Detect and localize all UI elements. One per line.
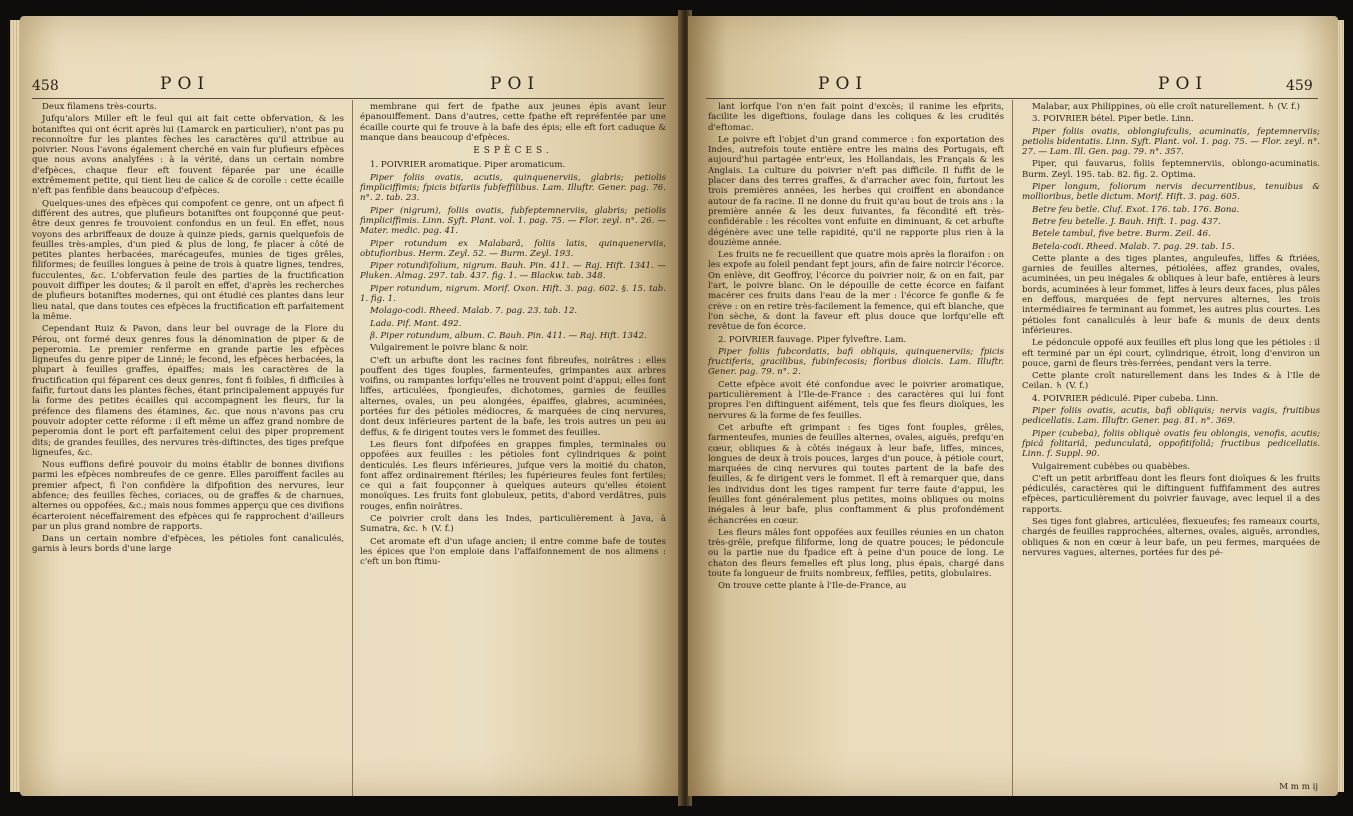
paragraph: Piper foliis ovatis, acutis, bafi obliquis; nervis vagis, fruitibus pedicellatis. Lam. Illuftr. Gener. pag. 81. n°. 369. <box>1022 406 1320 427</box>
left-page <box>20 16 682 796</box>
paragraph: Molago-codi. Rheed. Malab. 7. pag. 23. tab. 12. <box>370 306 578 317</box>
right-page <box>688 16 1338 796</box>
paragraph: Betre feu betelle. J. Bauh. Hift. 1. pag. 437. <box>1032 216 1221 227</box>
paragraph: 3. POIVRIER bétel. Piper betle. Linn. <box>1032 114 1194 125</box>
column-3 <box>708 102 1004 792</box>
paragraph: Le pédoncule oppofé aux feuilles eft plus long que les pétioles : il eft terminé par un épi court, cylindrique, étroit, long d'environ un pouce, garni de fleurs très-ferrées, pendant vers la terre. <box>1022 338 1320 369</box>
paragraph: C'eft un arbufte dont les racines font fibreufes, noirâtres : elles pouffent des tiges fouples, farmenteufes, grimpantes aux arbres voifins, ou rampantes lorfqu'elles ne trouvent point d'appui; elles font liffes, articulées, fpongieufes, dichotomes, garnies de feuilles alternes, ovales, un peu alongées, épaiffes, glabres, acuminées, portées fur des pétioles médiocres, & marquées de cinq nervures, dont deux inférieures partent de la bafe, les trois autres un peu au deffus, & fe dirigent toutes vers le fommet des feuilles. <box>360 355 666 438</box>
column-4 <box>1022 102 1320 782</box>
paragraph: Les fleurs mâles font oppofées aux feuilles réunies en un chaton très-grêle, prefque filiforme, long de quatre pouces; le pédoncule ou la partie nue du fpadice eft à peine d'un pouce de long. Le chaton des fleurs femelles eft plus long, plus épais, chargé dans toute fa longueur de fruits nombreux, feffiles, petits, globulaires. <box>708 527 1004 580</box>
paragraph: Piper rotundifolium, nigrum. Bauh. Pin. 411. — Raj. Hift. 1341. — Pluken. Almag. 297. tab. 437. fig. 1. — Blackw. tab. 348. <box>360 261 666 282</box>
running-head-right-col4: POI <box>1158 74 1209 94</box>
paragraph: lant lorfque l'on n'en fait point d'excès; il ranime les efprits, facilite les digeftions, foulage dans les coliques & les crudités d'eftomac. <box>708 102 1004 133</box>
paragraph: 1. POIVRIER aromatique. Piper aromaticum. <box>370 160 566 171</box>
paragraph: Cette plante croît naturellement dans les Indes & à l'Ile de Ceilan. ♄ (V. f.) <box>1022 371 1320 392</box>
paragraph: Betela-codi. Rheed. Malab. 7. pag. 29. tab. 15. <box>1032 241 1235 252</box>
paragraph: Les fleurs font difpofées en grappes fimples, terminales ou oppofées aux feuilles : les pétioles font cylindriques & point denticulés. Les fleurs inférieures, jufque vers la moitié du chaton, font affez ordinairement ftériles; les fupérieures feules font fertiles; ce qui a fait foupçonner à quelques auteurs qu'elles étoient monoïques. Les fruits font globuleux, petits, d'abord verdâtres, puis rouges, enfin noirâtres. <box>360 439 666 512</box>
paragraph: Deux filamens très-courts. <box>42 102 157 112</box>
paragraph: Piper rotundum ex Malabarâ, foliis latis, quinquenerviis, obtufioribus. Herm. Zeyl. 52. — Burm. Zeyl. 193. <box>360 238 666 259</box>
paragraph: Ce poivrier croît dans les Indes, particulièrement à Java, à Sumatra, &c. ♄ (V. f.) <box>360 513 666 535</box>
running-head-left: POI <box>160 74 211 94</box>
paragraph: Piper (nigrum), foliis ovatis, fubfeptemnerviis, glabris; petiolis fimpliciffimis. Linn. Syft. Plant. vol. 1. pag. 75. — Flor. zeyl. n°. 26. — Mater. medic. pag. 41. <box>360 205 666 237</box>
column-1 <box>32 102 344 792</box>
header-rule-left <box>32 98 664 99</box>
paragraph: Jufqu'alors Miller eft le feul qui ait fait cette obfervation, & les botaniftes qui ont écrit après lui (Lamarck en particulier), n'ont pas pu reconnoître fur les plantes fèches les caractères qu'il attribue au poivrier. Nous l'avons également cherché en vain fur plufieurs efpèces que nous avons analyfées : à la vérité, dans un certain nombre d'efpèces, chaque fleur eft fouvent féparée par une écaille extrêmement petite, qui tient lieu de calice & de corolle : cette écaille n'eft pas fenfible dans beaucoup d'efpèces. <box>32 114 344 197</box>
paragraph: Betre feu betle. Cluf. Exot. 176. tab. 176. Bona. <box>1032 204 1240 215</box>
species-heading: ESPÈCES. <box>473 146 553 157</box>
paragraph: Betele tambul, five betre. Burm. Zeil. 46. <box>1032 229 1211 240</box>
running-head-right: POI <box>818 74 869 94</box>
column-divider-right <box>1012 100 1013 796</box>
paragraph: Piper rotundum, nigrum. Morif. Oxon. Hift. 3. pag. 602. §. 15. tab. 1. fig. 1. <box>360 283 666 305</box>
paragraph: Les fruits ne fe recueillent que quatre mois après la floraifon : on les expofe au foleil pendant fept jours, afin de faire noircir l'écorce. On enlève, dit Geoffroy, l'écorce du poivrier noir, & on en fait, par l'art, le poivre blanc. On le dépouille de cette écorce en faifant macérer ces fruits dans l'eau de la mer : l'écorce fe gonfle & fe crève : on en retire très-facilement la femence, qui eft blanche, que l'on sèche, & dont la faveur eft plus douce que lorfqu'elle eft revêtue de fon écorce. <box>708 250 1004 333</box>
paragraph: Piper longum, foliorum nervis decurrentibus, tenuibus & mollioribus, betle dictum. Morif. Hift. 3. pag. 605. <box>1022 182 1320 203</box>
running-head-left-col2: POI <box>490 74 541 94</box>
paragraph: Ses tiges font glabres, articulées, flexueufes; fes rameaux courts, chargés de feuilles rapprochées, alternes, ovales, aiguës, arrondies, obliques & non en cœur à leur bafe, un peu fermes, marquées de nervures vagues, alternes, portées fur des pé- <box>1022 516 1320 558</box>
page-number-right: 459 <box>1286 78 1313 94</box>
paragraph: On trouve cette plante à l'Ile-de-France, au <box>718 581 907 592</box>
paragraph: 4. POIVRIER pédiculé. Piper cubeba. Linn. <box>1032 393 1219 404</box>
column-2 <box>360 102 666 792</box>
paragraph: Cette plante a des tiges plantes, anguleufes, liffes & ftriées, garnies de feuilles alternes, pétiolées, affez grandes, ovales, acuminées, un peu inégales & obliques à leur bafe, entières à leurs bords, acuminées à leur fommet, liffes à leurs deux faces, plus pâles en deffous, marquées de fept nervures alternes, les trois intermédiaires fe terminant au fommet, les autres plus courtes. Les pétioles font canaliculés à leur bafe & munis de deux dents inférieures. <box>1022 253 1320 336</box>
paragraph: C'eft un petit arbriffeau dont les fleurs font dioïques & les fruits pédiculés, caractères qui le diftinguent fuffifamment des autres efpèces, particulièrement du poivrier fauvage, avec lequel il a des rapports. <box>1022 473 1320 515</box>
paragraph: Malabar, aux Philippines, où elle croît naturellement. ♄ (V. f.) <box>1032 102 1300 112</box>
paragraph: Vulgairement le poivre blanc & noir. <box>370 343 529 354</box>
signature-mark: M m m ij <box>1279 782 1318 792</box>
paragraph: Piper foliis ovatis, acutis, quinquenerviis, glabris; petiolis fimpliciffimis; fpicis bifariis fubfeffilibus. Lam. Illuftr. Gener. pag. 76. n°. 2. tab. 23. <box>360 172 666 204</box>
paragraph: membrane qui fert de fpathe aux jeunes épis avant leur épanouiffement. Dans d'autres, cette fpathe eft repréfentée par une écaille courte qui fe trouve à la bafe des épis; elle eft fort caduque & manque dans beaucoup d'efpèces. <box>360 102 666 143</box>
paragraph: Quelques-unes des efpèces qui compofent ce genre, ont un afpect fi différent des autres, que plufieurs botaniftes ont foupçonné que peut-être deux genres fe trouvoient confondus en un feul. En effet, nous voyons des arbriffeaux de douze à quinze pieds, garnis quelquefois de feuilles très-amples, d'un pied & plus de long, fe placer à côté de petites plantes herbacées, marécageufes, munies de tiges grêles, filiformes; de feuilles longues à peine de trois à quatre lignes, tendres, fucculentes, &c. L'obfervation feule des parties de la fructification pouvoit diffiper les doutes; & il paroît en effet, d'après les recherches de plufieurs botaniftes modernes, qui ont étudié ces plantes dans leur lieu natal, que dans toutes ces efpèces la fructification eft parfaitement la même. <box>32 198 344 322</box>
column-divider-left <box>352 100 353 796</box>
page-number-left: 458 <box>32 78 59 94</box>
paragraph: Cependant Ruiz & Pavon, dans leur bel ouvrage de la Flore du Pérou, ont formé deux genres fous la dénomination de piper & de peperomia. Le premier renferme en grande partie les efpèces ligneufes du genre piper de Linné; le fecond, les efpèces herbacées, la plupart à feuilles graffes, épaiffes; mais les caractères de la fructification qui féparent ces deux genres, font fi foibles, fi difficiles à faifir, furtout dans les plantes fèches, étant principalement appuyés fur la forme des petites écailles qui accompagnent les fleurs, fur la préfence des filamens des étamines, &c. que nous n'avons pas cru pouvoir adopter cette réforme : il eft même un affez grand nombre de peperomia dont le port eft parfaitement celui des piper proprement dits; de grandes feuilles, des nervures très-diftinctes, des tiges prefque ligneufes, &c. <box>32 324 344 458</box>
open-book <box>10 6 1345 810</box>
paragraph: Cet aromate eft d'un ufage ancien; il entre comme bafe de toutes les épices que l'on emploie dans l'affaifonnement de nos alimens : c'eft un bon ftimu- <box>360 536 666 568</box>
header-rule-right <box>706 98 1318 99</box>
paragraph: β. Piper rotundum, album. C. Bauh. Pin. 411. — Raj. Hift. 1342. <box>370 330 647 341</box>
paragraph: Dans un certain nombre d'efpèces, les pétioles font canaliculés, garnis à leurs bords d'une large <box>32 534 344 555</box>
paragraph: Lada. Pif. Mant. 492. <box>370 318 462 329</box>
paragraph: Le poivre eft l'objet d'un grand commerce : fon exportation des Indes, autrefois toute entière entre les mains des Portugais, eft aujourd'hui partagée entr'eux, les Hollandais, les Français & les Anglais. La culture du poivrier n'eft pas difficile. Il fuffit de le placer dans des terres graffes, & d'arracher avec foin, furtout les trois premières années, les herbes qui croiffent en abondance autour de fa racine. Il ne donne du fruit qu'au bout de trois ans : la première année & les deux fuivantes, fa fécondité eft très-confidérable : les récoltes vont enfuite en diminuant, & cet arbufte dégénère avec une telle rapidité, qu'il ne rapporte plus rien à la douzième année. <box>708 134 1004 248</box>
paragraph: 2. POIVRIER fauvage. Piper fylveftre. Lam. <box>718 334 907 345</box>
paragraph: Piper foliis fubcordatis, bafi obliquis, quinquenerviis; fpicis fructiferis, gracilibus, fubinfecosis; floribus dioicis. Lam. Illuftr. Gener. pag. 79. n°. 2. <box>708 346 1004 378</box>
paragraph: Piper (cubeba), foliis obliquè ovatis feu oblongis, venofis, acutis; fpicâ folitariâ, pedunculatâ, oppofitifoliâ; fructibus pedicellatis. Linn. f. Suppl. 90. <box>1022 428 1320 460</box>
paragraph: Cette efpèce avoit été confondue avec le poivrier aromatique, particulièrement à l'Ile-de-France : des caractères qui lui font propres l'en diftinguent aifément, tels que fes fleurs dioïques, les nervures & la forme de fes feuilles. <box>708 379 1004 421</box>
paragraph: Piper foliis ovatis, oblongiufculis, acuminatis, feptemnerviis; petiolis bidentatis. Linn. Syft. Plant. vol. 1. pag. 75. — Flor. zeyl. n°. 27. — Lam. Ill. Gen. pag. 79. n°. 357. <box>1022 126 1320 158</box>
paragraph: Nous euffions defiré pouvoir du moins établir de bonnes divifions parmi les efpèces nombreufes de ce genre. Elles paroiffent faciles au premier afpect, fi l'on confidère la difpofition des nervures, leur abfence; des feuilles fèches, coriaces, ou de graffes & de charnues, alternes ou oppofées, &c.; mais nous fommes apperçu que ces divifions écarteroient néceffairement des efpèces qui fe rapprochent d'ailleurs par un plus grand nombre de rapports. <box>32 460 344 532</box>
paragraph: Vulgairement cubèbes ou quabèbes. <box>1032 461 1191 472</box>
paragraph: Cet arbufte eft grimpant : fes tiges font fouples, grêles, farmenteufes, munies de feuilles alternes, ovales, aiguës, prefqu'en cœur, obliques & à côtés inégaux à leur bafe, liffes, minces, longues de deux à trois pouces, larges d'un pouce, à pétiole court, marquées de cinq nervures qui toutes partent de la bafe des feuilles, & fe dirigent vers le fommet. Il eft à remarquer que, dans les individus dont les tiges rampent fur terre faute d'appui, les feuilles font généralement plus petites, moins obliques ou moins inégales à leur bafe, plus conftamment & plus profondément échancrées en cœur. <box>708 422 1004 526</box>
paragraph: Piper, qui fauvarus, foliis feptemnerviis, oblongo-acuminatis. Burm. Zeyl. 195. tab. 82. fig. 2. Optima. <box>1022 159 1320 180</box>
